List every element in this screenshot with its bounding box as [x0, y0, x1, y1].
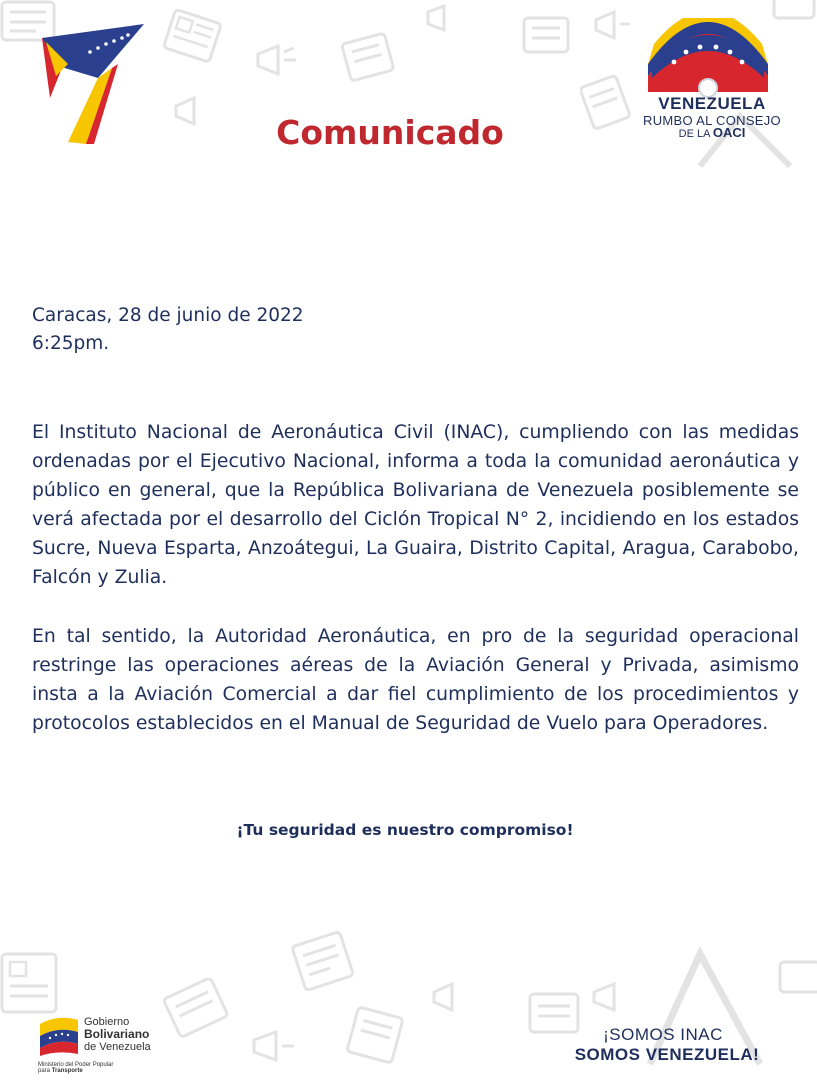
venezuela-flag-icon	[38, 1012, 80, 1056]
place-date: Caracas, 28 de junio de 2022	[32, 305, 304, 326]
venezuela-flag-arc	[644, 18, 772, 98]
motto: ¡Tu seguridad es nuestro compromiso!	[236, 821, 574, 839]
oaci-logo-line3: DE LA OACI	[678, 125, 746, 140]
megaphone-icon	[590, 8, 634, 44]
gobierno-text: Gobierno Bolivariano de Venezuela	[84, 1016, 151, 1053]
body-paragraph-1: El Instituto Nacional de Aeronáutica Civil (INAC), cumpliendo con las medidas ordenadas por el Ejecutivo Nacional, informa a toda la comunidad aeronáutica y público en general, que la República Bolivariana de Venezuela posiblemente se verá afectada por el desarrollo del Ciclón Tropical N° 2, incidiendo en los estados Sucre, Nueva Esparta, Anzoátegui, La Guaira, Distrito Capital, Aragua, Carabobo, Falcón y Zulia.	[32, 422, 799, 588]
megaphone-icon	[252, 40, 300, 80]
newspaper-icon	[160, 8, 226, 66]
newspaper-icon	[288, 930, 358, 994]
megaphone-icon	[248, 1026, 298, 1066]
slogan-line-1: ¡SOMOS INAC	[603, 1025, 723, 1044]
ministry-text: Ministerio del Poder Popular para Transporte	[38, 1062, 114, 1074]
newspaper-icon	[776, 958, 817, 998]
megaphone-icon	[422, 2, 458, 36]
megaphone-icon	[588, 978, 632, 1018]
newspaper-icon	[338, 30, 398, 86]
newspaper-icon	[0, 948, 62, 1018]
megaphone-icon	[428, 980, 468, 1016]
oaci-logo-line1: VENEZUELA	[658, 94, 766, 113]
issue-time: 6:25pm.	[32, 333, 110, 354]
dateline	[32, 302, 304, 358]
oaci-logo-line2: RUMBO AL CONSEJO	[643, 113, 781, 128]
page-title: Comunicado	[276, 113, 504, 152]
newspaper-icon	[520, 14, 574, 58]
slogan-line-2: SOMOS VENEZUELA!	[574, 1045, 760, 1064]
newspaper-icon	[342, 1002, 408, 1068]
gobierno-bolivariano-logo	[38, 1012, 178, 1076]
body-paragraph-2: En tal sentido, la Autoridad Aeronáutica, en pro de la seguridad operacional restringe las operaciones aéreas de la Aviación General y Privada, asimismo insta a la Aviación Comercial a dar fiel cumplimiento de los procedimientos y protocolos establecidos en el Manual de Seguridad de Vuelo para Operadores.	[32, 626, 799, 734]
